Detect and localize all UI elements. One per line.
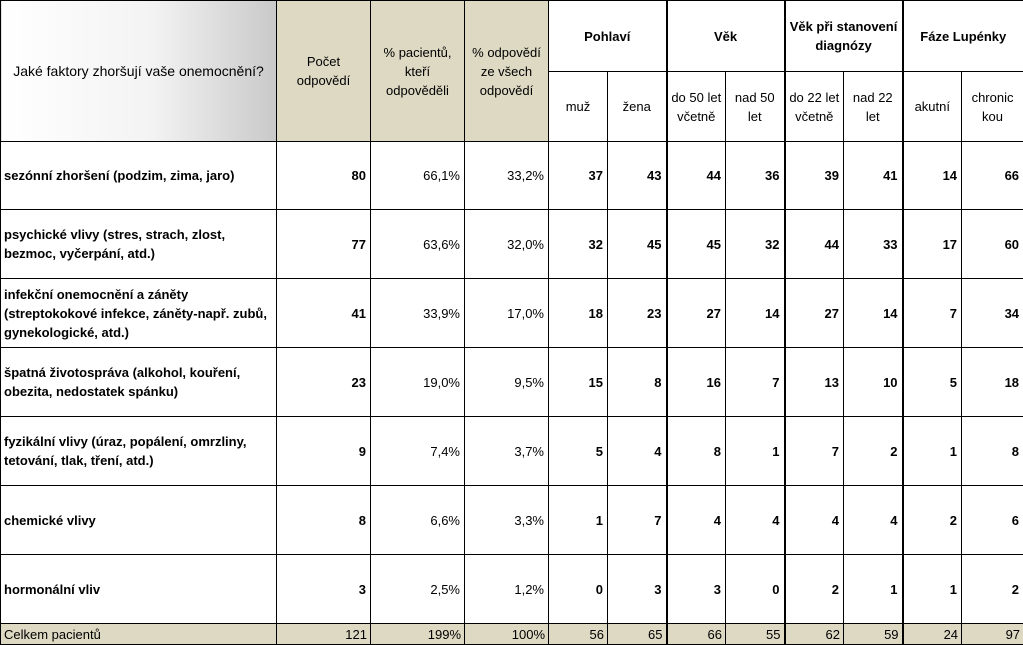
- table-cell: 0: [549, 555, 608, 624]
- header-pct-patients: % pacientů, kteří odpověděli: [371, 1, 465, 142]
- table-cell: 60: [962, 210, 1023, 279]
- table-cell: 33: [844, 210, 903, 279]
- header-count: Počet odpovědí: [277, 1, 371, 142]
- table-cell: 44: [667, 142, 726, 210]
- total-label: Celkem pacientů: [1, 624, 277, 645]
- table-cell: 32,0%: [465, 210, 549, 279]
- table-cell: 15: [549, 348, 608, 417]
- table-cell: 3: [277, 555, 371, 624]
- total-cell: 56: [549, 624, 608, 645]
- table-cell: 3: [608, 555, 667, 624]
- table-row: [1, 348, 1023, 417]
- total-cell: 66: [667, 624, 726, 645]
- table-cell: 17,0%: [465, 279, 549, 348]
- table-cell: 32: [726, 210, 785, 279]
- header-sub-female: žena: [608, 72, 667, 142]
- table-cell: 4: [844, 486, 903, 555]
- header-sub-diag-over-22: nad 22 let: [844, 72, 903, 142]
- table-cell: 27: [667, 279, 726, 348]
- header-group-diagnosis-age: Věk při stanovení diagnózy: [785, 1, 903, 72]
- table-body: [1, 142, 1023, 624]
- table-cell: 1,2%: [465, 555, 549, 624]
- table-cell: 2: [903, 486, 962, 555]
- row-label: fyzikální vlivy (úraz, popálení, omrzliny, tetování, tlak, tření, atd.): [1, 417, 277, 486]
- table-cell: 2,5%: [371, 555, 465, 624]
- table-cell: 37: [549, 142, 608, 210]
- table-cell: 10: [844, 348, 903, 417]
- table-cell: 2: [844, 417, 903, 486]
- table-cell: 23: [277, 348, 371, 417]
- row-label: chemické vlivy: [1, 486, 277, 555]
- table-cell: 7: [608, 486, 667, 555]
- total-cell: 121: [277, 624, 371, 645]
- table-cell: 27: [785, 279, 844, 348]
- header-group-phase: Fáze Lupénky: [903, 1, 1023, 72]
- table-cell: 3,7%: [465, 417, 549, 486]
- header-question: Jaké faktory zhoršují vaše onemocnění?: [1, 1, 277, 142]
- header-sub-age-under-50: do 50 let včetně: [667, 72, 726, 142]
- table-cell: 77: [277, 210, 371, 279]
- table-cell: 66,1%: [371, 142, 465, 210]
- table-cell: 1: [844, 555, 903, 624]
- table-cell: 66: [962, 142, 1023, 210]
- table-cell: 80: [277, 142, 371, 210]
- table-cell: 36: [726, 142, 785, 210]
- table-cell: 9,5%: [465, 348, 549, 417]
- table-cell: 45: [667, 210, 726, 279]
- table-cell: 6: [962, 486, 1023, 555]
- total-cell: 97: [962, 624, 1023, 645]
- header-sub-chronic: chronic kou: [962, 72, 1023, 142]
- table-cell: 3,3%: [465, 486, 549, 555]
- table-cell: 6,6%: [371, 486, 465, 555]
- table-cell: 1: [726, 417, 785, 486]
- header-sub-diag-under-22: do 22 let včetně: [785, 72, 844, 142]
- table-row: [1, 417, 1023, 486]
- row-label: infekční onemocnění a záněty (streptokokové infekce, záněty-např. zubů, gynekologické, atd.): [1, 279, 277, 348]
- header-group-age: Věk: [667, 1, 785, 72]
- total-cell: 24: [903, 624, 962, 645]
- table-cell: 45: [608, 210, 667, 279]
- table-cell: 33,9%: [371, 279, 465, 348]
- table-cell: 34: [962, 279, 1023, 348]
- table-cell: 8: [608, 348, 667, 417]
- total-cell: 55: [726, 624, 785, 645]
- table-cell: 7: [726, 348, 785, 417]
- table-cell: 14: [903, 142, 962, 210]
- table-cell: 32: [549, 210, 608, 279]
- total-cell: 65: [608, 624, 667, 645]
- table-cell: 5: [903, 348, 962, 417]
- table-cell: 4: [726, 486, 785, 555]
- table-cell: 41: [277, 279, 371, 348]
- total-row: [1, 624, 1023, 645]
- table-cell: 5: [549, 417, 608, 486]
- header-pct-answers: % odpovědí ze všech odpovědí: [465, 1, 549, 142]
- table-row: [1, 555, 1023, 624]
- table-row: [1, 142, 1023, 210]
- header-sub-acute: akutní: [903, 72, 962, 142]
- table-cell: 3: [667, 555, 726, 624]
- table-cell: 2: [962, 555, 1023, 624]
- row-label: špatná životospráva (alkohol, kouření, obezita, nedostatek spánku): [1, 348, 277, 417]
- table-cell: 2: [785, 555, 844, 624]
- table-cell: 9: [277, 417, 371, 486]
- table-cell: 41: [844, 142, 903, 210]
- table-cell: 13: [785, 348, 844, 417]
- table-cell: 1: [903, 555, 962, 624]
- table-cell: 4: [667, 486, 726, 555]
- table-cell: 7: [903, 279, 962, 348]
- table-cell: 18: [549, 279, 608, 348]
- table-cell: 43: [608, 142, 667, 210]
- total-cell: 62: [785, 624, 844, 645]
- table-row: [1, 486, 1023, 555]
- table-cell: 18: [962, 348, 1023, 417]
- total-cell: 100%: [465, 624, 549, 645]
- table-cell: 8: [962, 417, 1023, 486]
- table-cell: 17: [903, 210, 962, 279]
- table-cell: 39: [785, 142, 844, 210]
- header-sub-male: muž: [549, 72, 608, 142]
- table-cell: 14: [726, 279, 785, 348]
- row-label: hormonální vliv: [1, 555, 277, 624]
- table-cell: 44: [785, 210, 844, 279]
- total-cell: 59: [844, 624, 903, 645]
- table-cell: 1: [903, 417, 962, 486]
- table-cell: 63,6%: [371, 210, 465, 279]
- table-cell: 23: [608, 279, 667, 348]
- row-label: psychické vlivy (stres, strach, zlost, bezmoc, vyčerpání, atd.): [1, 210, 277, 279]
- table-cell: 7,4%: [371, 417, 465, 486]
- table-cell: 8: [667, 417, 726, 486]
- table-cell: 16: [667, 348, 726, 417]
- table-cell: 19,0%: [371, 348, 465, 417]
- table-cell: 0: [726, 555, 785, 624]
- row-label: sezónní zhoršení (podzim, zima, jaro): [1, 142, 277, 210]
- table-cell: 8: [277, 486, 371, 555]
- table-cell: 33,2%: [465, 142, 549, 210]
- table-cell: 14: [844, 279, 903, 348]
- table-cell: 1: [549, 486, 608, 555]
- table-row: [1, 210, 1023, 279]
- header-group-gender: Pohlaví: [549, 1, 667, 72]
- total-cell: 199%: [371, 624, 465, 645]
- table-cell: 4: [608, 417, 667, 486]
- table-cell: 7: [785, 417, 844, 486]
- header-sub-age-over-50: nad 50 let: [726, 72, 785, 142]
- table-row: [1, 279, 1023, 348]
- table-cell: 4: [785, 486, 844, 555]
